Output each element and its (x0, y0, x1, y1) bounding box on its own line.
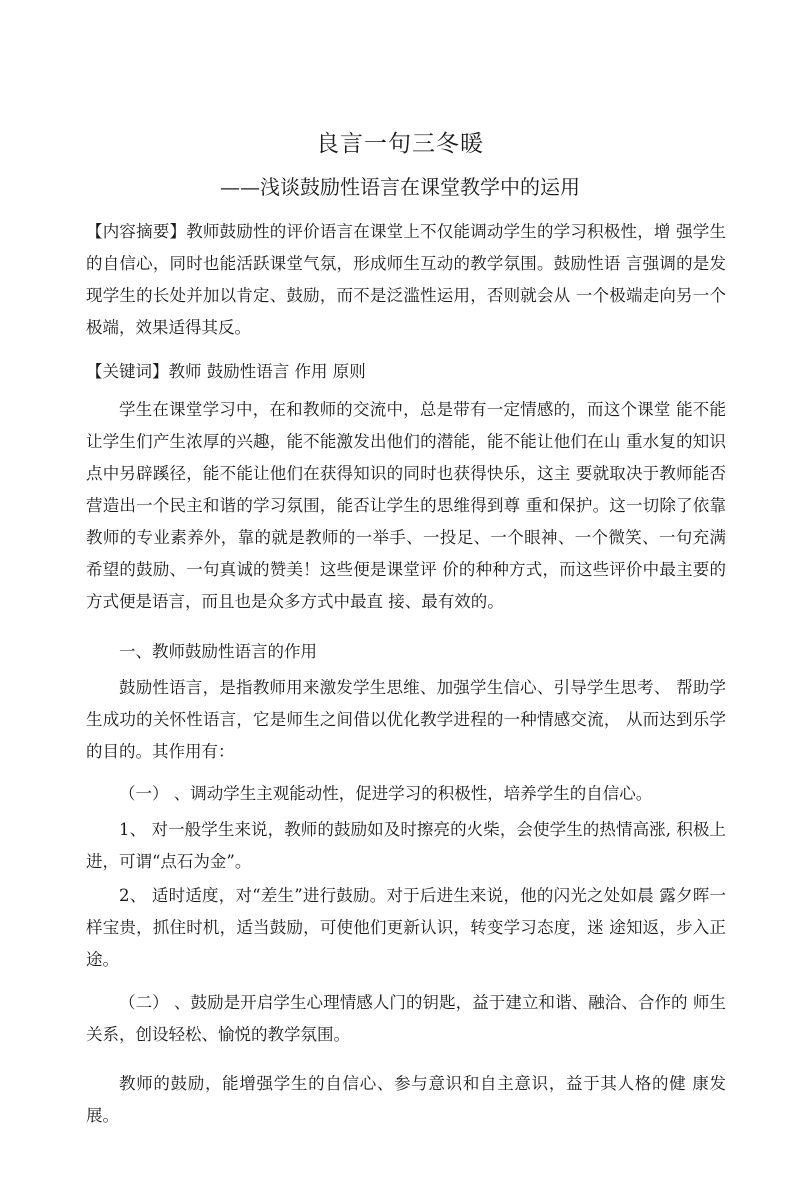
last-paragraph: 教师的鼓励，能增强学生的自信心、参与意识和自主意识，益于其人格的健 康发展。 (86, 1074, 726, 1125)
section1-heading: 一、教师鼓励性语言的作用 (119, 642, 317, 661)
keywords-line: 【关键词】教师 鼓励性语言 作用 原则 (86, 362, 366, 381)
section1-paragraph: 鼓励性语言，是指教师用来激发学生思维、加强学生信心、引导学生思考、 帮助学生成功的关怀性语言，它是师生之间借以优化教学进程的一种情感交流， 从而达到乐学的目的。其作用有： (86, 678, 726, 761)
abstract-paragraph: 【内容摘要】教师鼓励性的评价语言在课堂上不仅能调动学生的学习积极性，增 强学生的自信心，同时也能活跃课堂气氛，形成师生互动的教学氛围。鼓励性语 言强调的是发现学生的长处并加以肯定、鼓励，而不是泛滥性运用，否则就会从 一个极端走向另一个极端，效果适得其反。 (86, 222, 726, 337)
list-item-2: 2、 适时适度，对“差生”进行鼓励。对于后进生来说，他的闪光之处如晨 露夕晖一样宝贵，抓住时机，适当鼓励，可使他们更新认识，转变学习态度，迷 途知返，步入正途。 (86, 886, 726, 969)
subsection2-heading: （二） 、鼓励是开启学生心理情感人门的钥匙，益于建立和谐、融洽、合作的 师生关系，创设轻松、愉悦的教学氛围。 (86, 993, 726, 1044)
subsection1-heading: （一） 、调动学生主观能动性，促进学习的积极性，培养学生的自信心。 (119, 784, 653, 803)
intro-paragraph: 学生在课堂学习中，在和教师的交流中，总是带有一定情感的，而这个课堂 能不能让学生们产生浓厚的兴趣，能不能激发出他们的潜能，能不能让他们在山 重水复的知识点中另辟蹊径，能不能让他们在获得知识的同时也获得快乐，这主 要就取决于教师能否营造出一个民主和谐的学习氛围，能否让学生的思维得到尊 重和保护。这一切除了依靠教师的专业素养外，靠的就是教师的一举手、一投足、一个眼神、一个微笑、一句充满希望的鼓励、一句真诚的赞美！这些便是课堂评 价的种种方式，而这些评价中最主要的方式便是语言，而且也是众多方式中最直 接、最有效的。 (86, 400, 726, 611)
document-title: 良言一句三冬暖 (316, 131, 484, 157)
document-subtitle: ——浅谈鼓励性语言在课堂教学中的运用 (220, 175, 580, 199)
list-item-1: 1、 对一般学生来说，教师的鼓励如及时擦亮的火柴，会使学生的热情高涨, 积极上进，可谓“点石为金”。 (86, 820, 726, 871)
